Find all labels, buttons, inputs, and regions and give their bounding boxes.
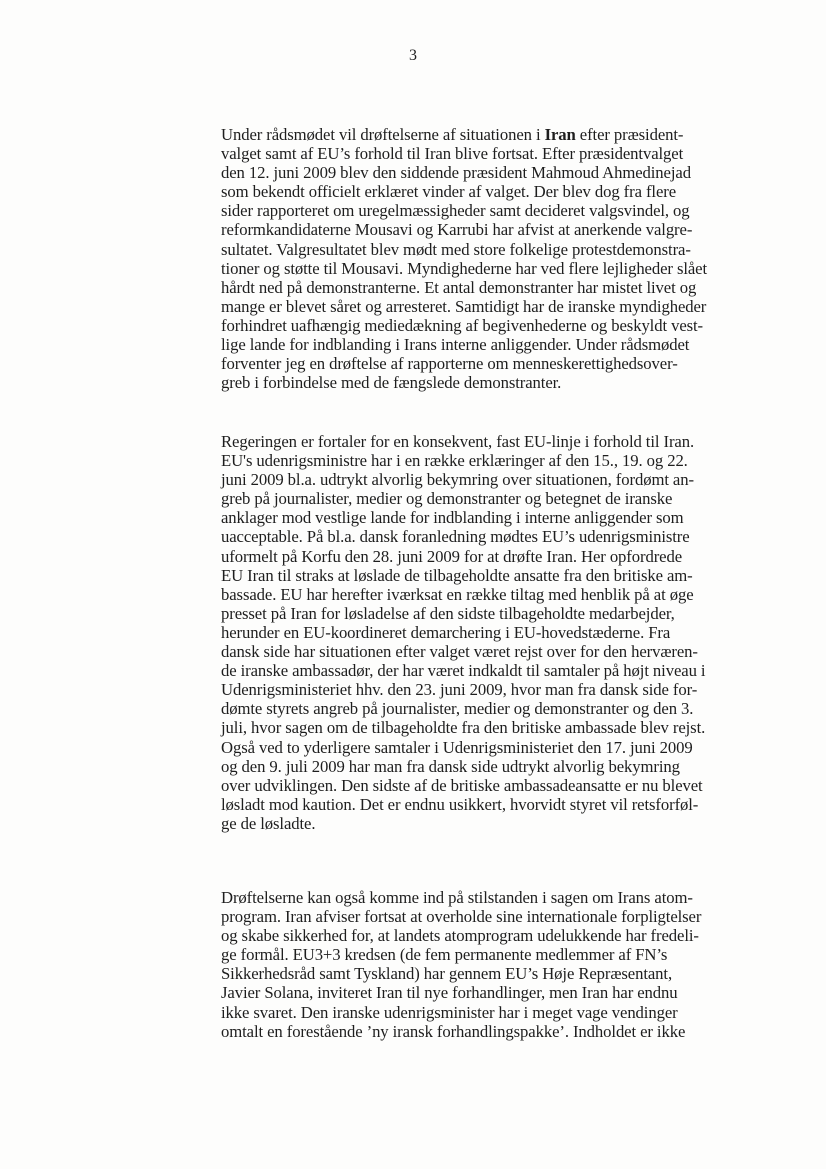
text-line: juni 2009 bl.a. udtrykt alvorlig bekymring over situationen, fordømt an- bbox=[221, 470, 694, 490]
text-line: program. Iran afviser fortsat at overholde sine internationale forpligtelser bbox=[221, 907, 702, 927]
text-line: løsladt mod kaution. Det er endnu usikkert, hvorvidt styret vil retsforføl- bbox=[221, 794, 699, 814]
text-line: og den 9. juli 2009 har man fra dansk side udtrykt alvorlig bekymring bbox=[221, 756, 680, 776]
text-line: mange er blevet såret og arresteret. Samtidigt har de iranske myndigheder bbox=[221, 296, 707, 316]
text-line: uacceptable. På bl.a. dansk foranledning mødtes EU’s udenrigsministre bbox=[221, 527, 690, 547]
text-line: EU Iran til straks at løslade de tilbageholdte ansatte fra den britiske am- bbox=[221, 565, 693, 585]
text-line: hårdt ned på demonstranterne. Et antal demonstranter har mistet livet og bbox=[221, 277, 697, 297]
text-line: tioner og støtte til Mousavi. Myndighederne har ved flere lejligheder slået bbox=[221, 258, 708, 278]
text-line: presset på Iran for løsladelse af den sidste tilbageholdte medarbejder, bbox=[221, 603, 675, 623]
text-line: sultatet. Valgresultatet blev mødt med store folkelige protestdemonstra- bbox=[221, 239, 691, 259]
text-line: Udenrigsministeriet hhv. den 23. juni 2009, hvor man fra dansk side for- bbox=[221, 680, 698, 700]
text-line: Javier Solana, inviteret Iran til nye forhandlinger, men Iran har endnu bbox=[221, 983, 678, 1003]
text-line: og skabe sikkerhed for, at landets atomprogram udelukkende har fredeli- bbox=[221, 926, 699, 946]
text-line: omtalt en forestående ’ny iransk forhandlingspakke’. Indholdet er ikke bbox=[221, 1021, 686, 1041]
text-line: dansk side har situationen efter valget været rejst over for den herværen- bbox=[221, 642, 698, 662]
paragraph-nuclear-program bbox=[221, 888, 751, 1041]
paragraph-iran-situation bbox=[221, 125, 751, 392]
text-line: forhindret uafhængig mediedækning af begivenhederne og beskyldt vest- bbox=[221, 315, 704, 335]
text-line: som bekendt officielt erklæret vinder af valget. Der blev dog fra flere bbox=[221, 182, 677, 202]
text-line: over udviklingen. Den sidste af de britiske ambassadeansatte er nu blevet bbox=[221, 775, 703, 795]
bold-keyword-iran: Iran bbox=[544, 125, 576, 144]
text-line: greb i forbindelse med de fængslede demonstranter. bbox=[221, 373, 562, 393]
text-line: sider rapporteret om uregelmæssigheder samt decideret valgsvindel, og bbox=[221, 201, 690, 221]
text-line: dømte styrets angreb på journalister, medier og demonstranter og den 3. bbox=[221, 699, 694, 719]
text-line: forventer jeg en drøftelse af rapporterne om menneskerettighedsover- bbox=[221, 354, 678, 374]
text-line: Drøftelserne kan også komme ind på stilstanden i sagen om Irans atom- bbox=[221, 888, 693, 907]
text-line: lige lande for indblanding i Irans interne anliggender. Under rådsmødet bbox=[221, 335, 690, 355]
text-line: ge de løsladte. bbox=[221, 813, 316, 833]
text-line: den 12. juni 2009 blev den siddende præsident Mahmoud Ahmedinejad bbox=[221, 163, 691, 183]
text-line: valget samt af EU’s forhold til Iran blive fortsat. Efter præsidentvalget bbox=[221, 144, 684, 164]
text-line: anklager mod vestlige lande for indblanding i interne anliggender som bbox=[221, 508, 684, 528]
text-line: juli, hvor sagen om de tilbageholdte fra den britiske ambassade blev rejst. bbox=[221, 718, 706, 738]
text-line: Også ved to yderligere samtaler i Udenrigsministeriet den 17. juni 2009 bbox=[221, 737, 693, 757]
text-line: Regeringen er fortaler for en konsekvent, fast EU-linje i forhold til Iran. bbox=[221, 432, 695, 451]
text-line: uformelt på Korfu den 28. juni 2009 for at drøfte Iran. Her opfordrede bbox=[221, 546, 683, 566]
text-line: Sikkerhedsråd samt Tyskland) har gennem EU’s Høje Repræsentant, bbox=[221, 964, 673, 984]
text-line: bassade. EU har herefter iværksat en række tiltag med henblik på at øge bbox=[221, 584, 694, 604]
text-line: greb på journalister, medier og demonstranter og betegnet de iranske bbox=[221, 489, 673, 509]
text-line: ge formål. EU3+3 kredsen (de fem permanente medlemmer af FN’s bbox=[221, 945, 668, 965]
text-line: ikke svaret. Den iranske udenrigsminister har i meget vage vendinger bbox=[221, 1002, 678, 1022]
text-line: reformkandidaterne Mousavi og Karrubi har afvist at anerkende valgre- bbox=[221, 220, 693, 240]
text-line: Under rådsmødet vil drøftelserne af situationen i Iran efter præsident- bbox=[221, 125, 684, 144]
page-number: 3 bbox=[409, 47, 417, 64]
text-line: EU's udenrigsministre har i en række erklæringer af den 15., 19. og 22. bbox=[221, 451, 688, 471]
text-line: herunder en EU-koordineret demarchering i EU-hovedstæderne. Fra bbox=[221, 622, 671, 642]
text-line: de iranske ambassadør, der har været indkaldt til samtaler på højt niveau i bbox=[221, 661, 706, 681]
paragraph-eu-line bbox=[221, 432, 751, 833]
